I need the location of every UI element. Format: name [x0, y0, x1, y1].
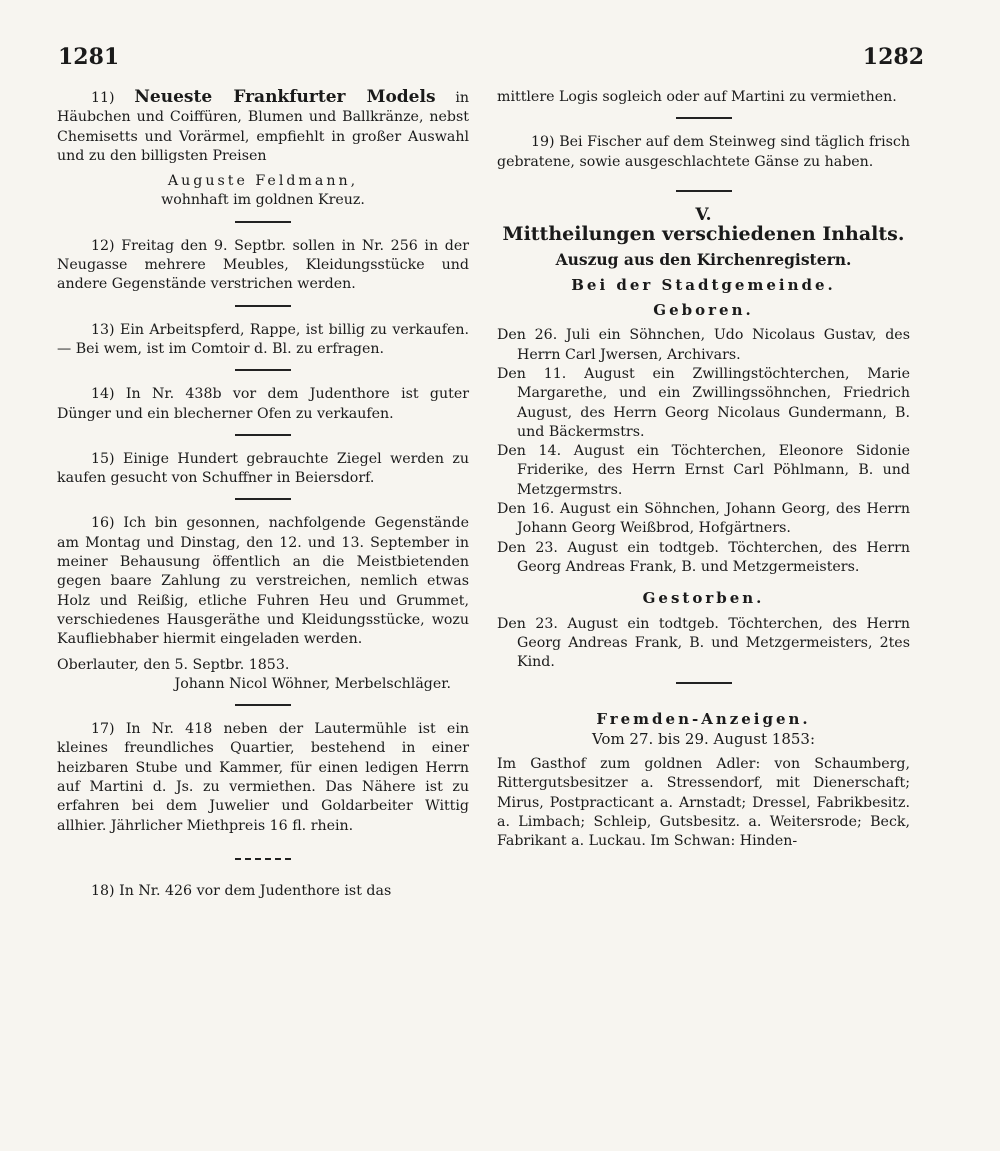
separator [235, 434, 291, 436]
separator [235, 498, 291, 500]
ad-13: 13) Ein Arbeitspferd, Rappe, ist billig zu verkaufen. — Bei wem, ist im Comtoir d. Bl. zu erfragen. [57, 321, 469, 357]
ad-18-start: 18) In Nr. 426 vor dem Judenthore ist das [91, 882, 392, 899]
ad-11-signer-address: wohnhaft im goldnen Kreuz. [161, 192, 365, 209]
birth-entry: Den 14. August ein Töchterchen, Eleonore Sidonie Friderike, des Herrn Ernst Carl Pöhlmann, B. und Metzgermstrs. [497, 443, 910, 498]
ad-17: 17) In Nr. 418 neben der Lautermühle ist ein kleines freundliches Quartier, bestehend in einer heizbaren Stube und Kammer, für einen ledigen Herrn auf Martini d. Js. zu vermiethen. Das Nähere ist zu erfahren bei dem Juwelier und Goldarbeiter Wittig allhier. Jährlicher Miethpreis 16 fl. rhein. [57, 721, 469, 834]
ad-11-signer-name: Auguste Feldmann, [167, 173, 359, 190]
separator [235, 858, 291, 860]
ad-16-signer: Johann Nicol Wöhner, Merbelschläger. [174, 675, 451, 692]
separator [676, 682, 732, 684]
page-number-right: 1282 [862, 44, 924, 70]
ad-15: 15) Einige Hundert gebrauchte Ziegel werden zu kaufen gesucht von Schuffner in Beiersdorf. [57, 450, 469, 487]
birth-entry: Den 16. August ein Söhnchen, Johann Georg, des Herrn Johann Georg Weißbrod, Hofgärtners. [497, 501, 910, 537]
birth-entry: Den 26. Juli ein Söhnchen, Udo Nicolaus Gustav, des Herrn Carl Jwersen, Archivars. [497, 327, 910, 363]
visitors-heading: Fremden-Anzeigen. [596, 710, 811, 729]
ad-11-text: in Häubchen und Coiffüren, Blumen und Ballkränze, nebst Chemisetts und Vorärmel, empfiehlt in großer Auswahl und zu den billigsten Preisen [57, 90, 469, 164]
ad-14: 14) In Nr. 438b vor dem Judenthore ist guter Dünger und ein blecherner Ofen zu verkaufen. [57, 386, 469, 422]
born-heading: Geboren. [653, 301, 754, 320]
page-number-left: 1281 [58, 44, 120, 70]
ad-11-number: 11) [91, 90, 115, 106]
separator [235, 704, 291, 706]
right-column [497, 88, 910, 852]
separator [676, 117, 732, 119]
section-title: Mittheilungen verschiedenen Inhalts. [502, 223, 905, 246]
ad-19: 19) Bei Fischer auf dem Steinweg sind täglich frisch gebratene, sowie ausgeschlachtete Gänse zu haben. [497, 134, 910, 170]
ad-16-place-date: Oberlauter, den 5. Septbr. 1853. [57, 656, 290, 673]
separator [235, 221, 291, 223]
separator [235, 305, 291, 307]
left-column [57, 88, 469, 901]
ad-18-end: mittlere Logis sogleich oder auf Martini zu vermiethen. [497, 89, 897, 105]
separator [676, 190, 732, 192]
ad-16: 16) Ich bin gesonnen, nachfolgende Gegenstände am Montag und Dinstag, den 12. und 13. September in meiner Behausung öffentlich an die Meistbietenden gegen baare Zahlung zu verstreichen, nemlich etwas Holz und Reißig, etliche Fuhren Heu und Grummet, verschiedenes Hausgeräthe und Kleidungsstücke, wozu Kaufliebhaber hiermit eingeladen werden. [57, 515, 469, 648]
ad-11-headline: Neueste Frankfurter Models [134, 87, 436, 107]
died-heading: Gestorben. [642, 589, 765, 608]
ad-12: 12) Freitag den 9. Septbr. sollen in Nr. 256 in der Neugasse mehrere Meubles, Kleidungsstücke und andere Gegenstände verstrichen werden. [57, 237, 469, 293]
parish-heading: Bei der Stadtgemeinde. [571, 275, 836, 294]
section-number: V. [695, 204, 712, 225]
ad-11 [57, 88, 469, 166]
birth-entry: Den 23. August ein todtgeb. Töchterchen, des Herrn Georg Andreas Frank, B. und Metzgermeisters. [497, 539, 910, 575]
separator [235, 369, 291, 371]
visitors-text: Im Gasthof zum goldnen Adler: von Schaumberg, Rittergutsbesitzer a. Stressendorf, mit Dienerschaft; Mirus, Postpracticant a. Arnstadt; Dressel, Fabrikbesitz. a. Limbach; Schleip, Gutsbesitz. a. Weitersrode; Beck, Fabrikant a. Luckau. Im Schwan: Hinden- [497, 756, 910, 850]
visitors-period: Vom 27. bis 29. August 1853: [591, 729, 816, 748]
birth-entry: Den 11. August ein Zwillingstöchterchen, Marie Margarethe, und ein Zwillingssöhnchen, Friedrich August, des Herrn Georg Nicolaus Gundermann, B. und Bäckermstrs. [497, 365, 910, 440]
death-entry: Den 23. August ein todtgeb. Töchterchen, des Herrn Georg Andreas Frank, B. und Metzgermeisters, 2tes Kind. [497, 615, 910, 671]
section-subtitle: Auszug aus den Kirchenregistern. [555, 250, 852, 270]
